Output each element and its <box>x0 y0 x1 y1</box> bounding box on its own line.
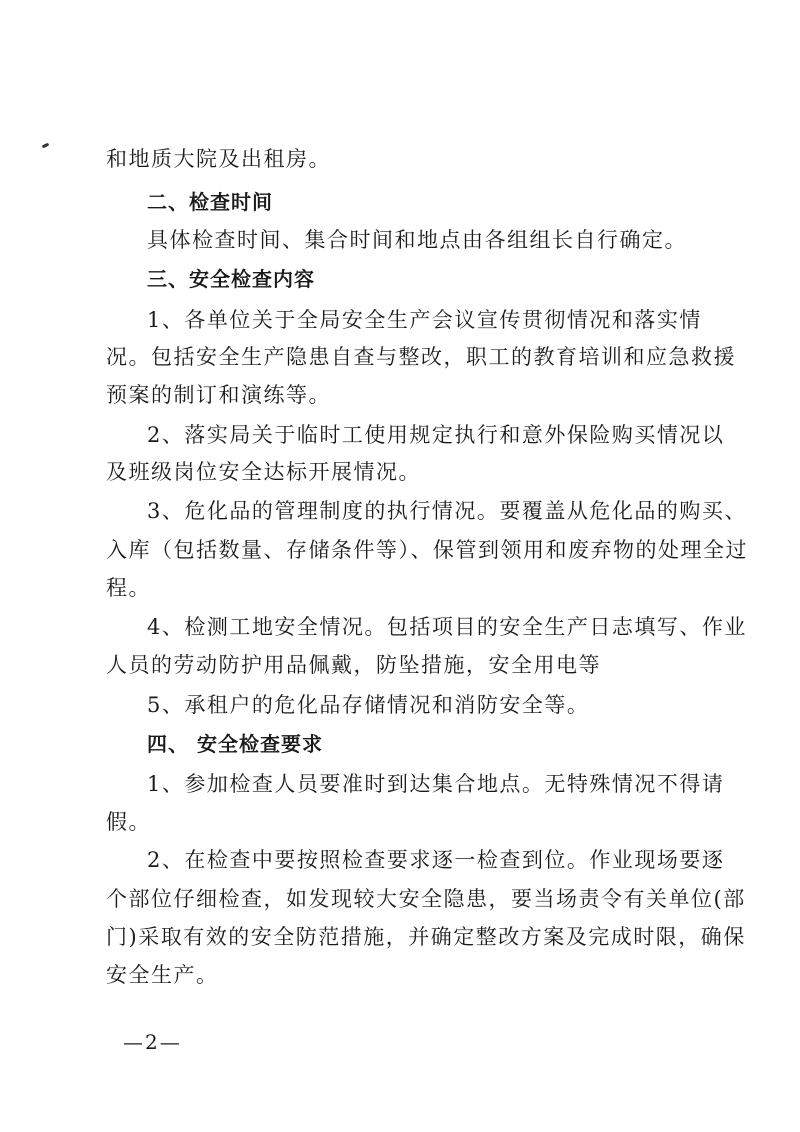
scan-speck <box>42 143 50 149</box>
paragraph-line: 5、承租户的危化品存储情况和消防安全等。 <box>147 693 590 717</box>
paragraph-line: 个部位仔细检查，如发现较大安全隐患，要当场责令有关单位(部 <box>106 887 746 911</box>
paragraph-line: 3、危化品的管理制度的执行情况。要覆盖从危化品的购买、 <box>147 499 747 523</box>
section-heading-inspection-content: 三、安全检查内容 <box>147 267 315 291</box>
paragraph-line: 和地质大院及出租房。 <box>106 147 331 171</box>
paragraph-line: 预案的制订和演练等。 <box>106 383 331 407</box>
paragraph-line: 假。 <box>106 810 151 834</box>
paragraph-line: 入库（包括数量、存储条件等）、保管到领用和废弃物的处理全过 <box>106 538 748 562</box>
page-number: —2— <box>123 1030 182 1054</box>
paragraph-line: 具体检查时间、集合时间和地点由各组组长自行确定。 <box>147 228 687 252</box>
paragraph-line: 人员的劳动防护用品佩戴，防坠措施，安全用电等 <box>106 653 601 677</box>
paragraph-line: 安全生产。 <box>106 963 219 987</box>
paragraph-line: 2、在检查中要按照检查要求逐一检查到位。作业现场要逐 <box>147 848 725 872</box>
paragraph-line: 门)采取有效的安全防范措施，并确定整改方案及完成时限，确保 <box>106 925 746 949</box>
paragraph-line: 2、落实局关于临时工使用规定执行和意外保险购买情况以 <box>147 423 725 447</box>
section-heading-inspection-requirements: 四、 安全检查要求 <box>147 732 323 756</box>
paragraph-line: 及班级岗位安全达标开展情况。 <box>106 460 421 484</box>
paragraph-line: 1、各单位关于全局安全生产会议宣传贯彻情况和落实情 <box>147 308 702 332</box>
paragraph-line: 1、参加检查人员要准时到达集合地点。无特殊情况不得请 <box>147 772 725 796</box>
section-heading-inspection-time: 二、检查时间 <box>147 190 273 214</box>
paragraph-line: 4、检测工地安全情况。包括项目的安全生产日志填写、作业 <box>147 615 747 639</box>
paragraph-line: 程。 <box>106 576 151 600</box>
paragraph-line: 况。包括安全生产隐患自查与整改，职工的教育培训和应急救援 <box>106 345 736 369</box>
